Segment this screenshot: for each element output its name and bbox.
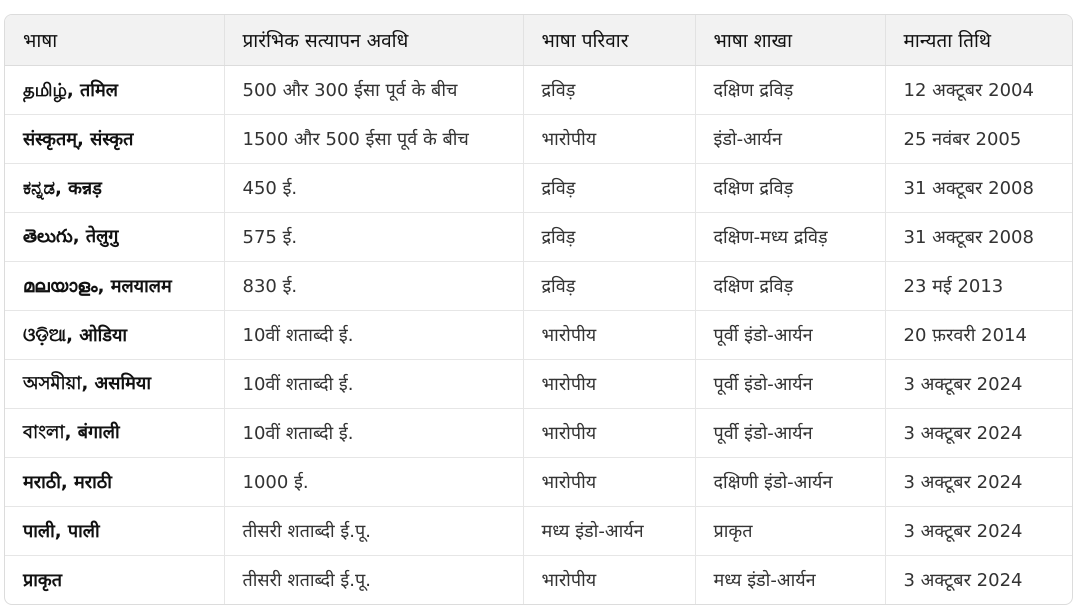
branch-cell: पूर्वी इंडो-आर्यन	[695, 311, 885, 360]
family-cell: भारोपीय	[523, 409, 695, 458]
date-cell: 3 अक्टूबर 2024	[885, 360, 1072, 409]
table-row	[5, 458, 1072, 507]
header-recognition-date: मान्यता तिथि	[885, 15, 1072, 66]
attestation-cell: 10वीं शताब्दी ई.	[224, 360, 523, 409]
language-cell: বাংলা, बंगाली	[5, 409, 224, 458]
table-row	[5, 164, 1072, 213]
attestation-cell: 450 ई.	[224, 164, 523, 213]
family-cell: भारोपीय	[523, 360, 695, 409]
header-language-branch: भाषा शाखा	[695, 15, 885, 66]
family-cell: भारोपीय	[523, 556, 695, 605]
table-row	[5, 262, 1072, 311]
attestation-cell: 1500 और 500 ईसा पूर्व के बीच	[224, 115, 523, 164]
date-cell: 3 अक्टूबर 2024	[903, 570, 1023, 591]
attestation-cell: तीसरी शताब्दी ई.पू.	[224, 507, 523, 556]
table-row	[5, 360, 1072, 409]
table-row	[5, 115, 1072, 164]
branch-cell: दक्षिण द्रविड़	[695, 262, 885, 311]
language-cell: தமிழ், तमिल	[5, 66, 224, 115]
family-cell: द्रविड़	[523, 164, 695, 213]
language-cell: অসমীয়া, असमिया	[5, 360, 224, 409]
date-cell: 25 नवंबर 2005	[885, 115, 1072, 164]
attestation-cell: 1000 ई.	[224, 458, 523, 507]
branch-cell: मध्य इंडो-आर्यन	[695, 556, 885, 605]
branch-cell: दक्षिणी इंडो-आर्यन	[695, 458, 885, 507]
branch-cell: पूर्वी इंडो-आर्यन	[695, 409, 885, 458]
language-cell: प्राकृत	[5, 556, 224, 605]
attestation-cell: 500 और 300 ईसा पूर्व के बीच	[224, 66, 523, 115]
date-cell: 20 फ़रवरी 2014	[885, 311, 1072, 360]
table-row	[5, 311, 1072, 360]
attestation-cell: तीसरी शताब्दी ई.पू.	[224, 556, 523, 605]
table-row	[5, 66, 1072, 115]
family-cell: मध्य इंडो-आर्यन	[523, 507, 695, 556]
family-cell: द्रविड़	[523, 262, 695, 311]
branch-cell: दक्षिण-मध्य द्रविड़	[695, 213, 885, 262]
family-cell: भारोपीय	[523, 311, 695, 360]
language-cell: मराठी, मराठी	[5, 458, 224, 507]
attestation-cell: 830 ई.	[224, 262, 523, 311]
date-cell: 31 अक्टूबर 2008	[885, 164, 1072, 213]
date-cell: 31 अक्टूबर 2008	[885, 213, 1072, 262]
language-cell: ଓଡ଼ିଆ, ओडिया	[5, 311, 224, 360]
date-cell: 3 अक्टूबर 2024	[885, 409, 1072, 458]
attestation-cell: 10वीं शताब्दी ई.	[224, 311, 523, 360]
branch-cell: पूर्वी इंडो-आर्यन	[695, 360, 885, 409]
table-row	[5, 507, 1072, 556]
table-body	[5, 66, 1072, 605]
date-cell: 3 अक्टूबर 2024	[885, 507, 1072, 556]
branch-cell: इंडो-आर्यन	[695, 115, 885, 164]
branch-cell: दक्षिण द्रविड़	[695, 66, 885, 115]
language-cell: पाली, पाली	[5, 507, 224, 556]
language-cell: ಕನ್ನಡ, कन्नड़	[5, 164, 224, 213]
family-cell: भारोपीय	[523, 115, 695, 164]
language-cell: संस्कृतम्, संस्कृत	[5, 115, 224, 164]
language-table-container	[4, 14, 1073, 605]
date-cell: 23 मई 2013	[885, 262, 1072, 311]
family-cell: द्रविड़	[523, 66, 695, 115]
date-cell: 12 अक्टूबर 2004	[885, 66, 1072, 115]
header-language: भाषा	[5, 15, 224, 66]
family-cell: भारोपीय	[523, 458, 695, 507]
header-earliest-attestation: प्रारंभिक सत्यापन अवधि	[224, 15, 523, 66]
branch-cell: दक्षिण द्रविड़	[695, 164, 885, 213]
attestation-cell: 575 ई.	[224, 213, 523, 262]
table-row	[5, 409, 1072, 458]
date-cell: 3 अक्टूबर 2024	[885, 458, 1072, 507]
language-cell: മലയാളം, मलयालम	[5, 262, 224, 311]
branch-cell: प्राकृत	[695, 507, 885, 556]
language-cell: తెలుగు, तेलुगु	[5, 213, 224, 262]
family-cell: द्रविड़	[523, 213, 695, 262]
table-row	[5, 213, 1072, 262]
table-header-row	[5, 15, 1072, 66]
classical-languages-table	[5, 15, 1072, 604]
table-row	[5, 556, 1072, 605]
attestation-cell: 10वीं शताब्दी ई.	[224, 409, 523, 458]
header-language-family: भाषा परिवार	[523, 15, 695, 66]
